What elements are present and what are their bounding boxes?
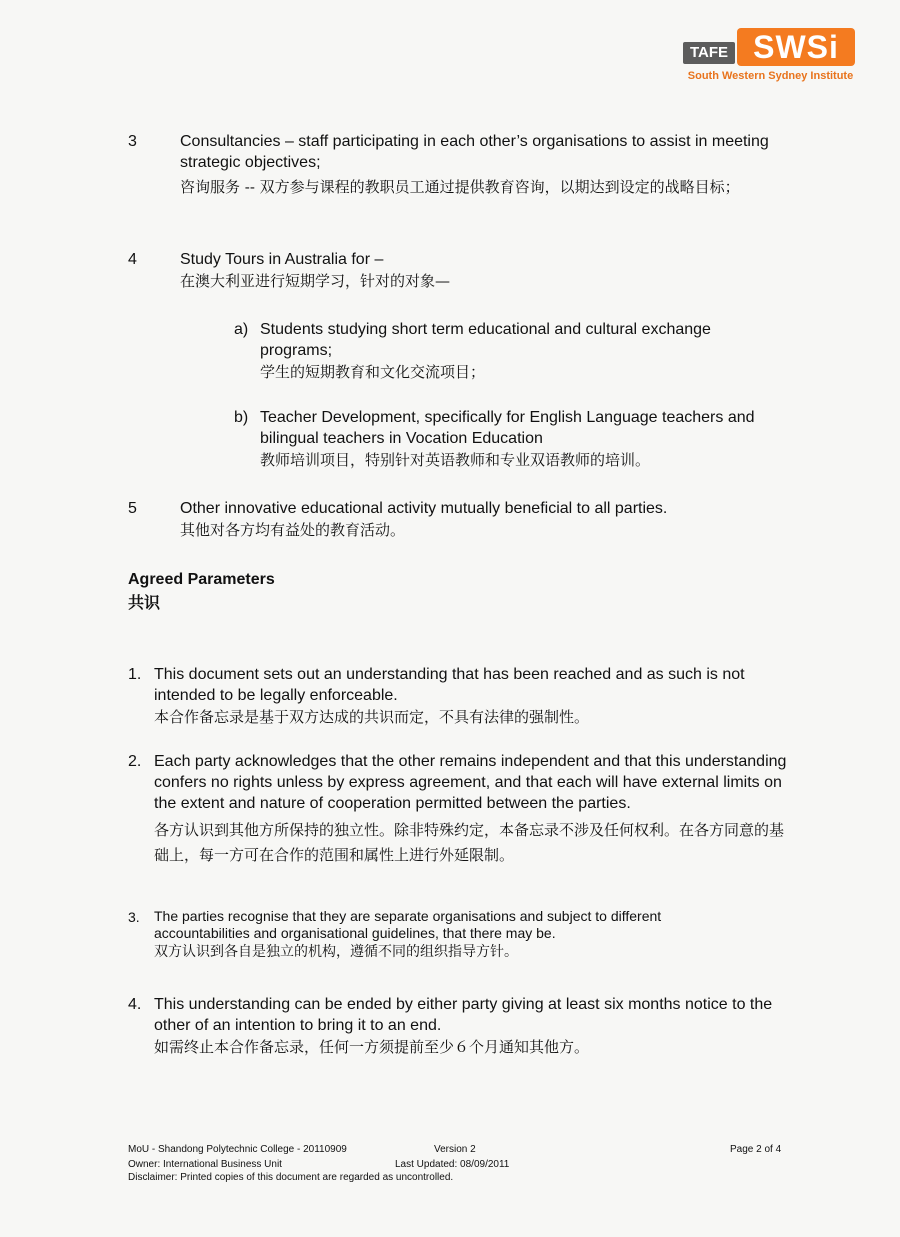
parameter-item <box>154 994 789 1058</box>
sub-item <box>260 407 785 471</box>
strategy-item <box>180 131 785 198</box>
parameter-text-en: This document sets out an understanding that has been reached and as such is not intended to be legally enforceable. <box>154 666 745 704</box>
strategy-item <box>180 249 785 292</box>
sub-item-text-en: Students studying short term educational and cultural exchange programs; <box>260 321 711 359</box>
footer-last-updated: Last Updated: 08/09/2011 <box>395 1159 510 1170</box>
strategy-text-zh: 其他对各方均有益处的教育活动。 <box>180 521 406 539</box>
footer-version: Version 2 <box>434 1144 476 1155</box>
strategy-text-en: Consultancies – staff participating in each other’s organisations to assist in meeting strategic objectives; <box>180 133 769 171</box>
section-heading: Agreed Parameters <box>128 571 275 588</box>
strategy-text-en: Other innovative educational activity mutually beneficial to all parties. <box>180 500 668 517</box>
strategy-item <box>180 498 785 541</box>
sub-item-text-zh: 教师培训项目，特别针对英语教师和专业双语教师的培训。 <box>260 451 651 469</box>
strategy-text-zh: 咨询服务 -- 双方参与课程的教职员工通过提供教育咨询，以期达到设定的战略目标； <box>180 178 740 196</box>
section-heading-zh: 共识 <box>128 593 161 612</box>
sub-item-label: a) <box>234 321 249 338</box>
sub-item-label: b) <box>234 409 249 426</box>
parameter-item <box>154 908 754 962</box>
parameter-text-en: This understanding can be ended by either party giving at least six months notice to the other of an intention to bring it to an end. <box>154 996 773 1034</box>
footer-disclaimer: Disclaimer: Printed copies of this document are regarded as uncontrolled. <box>128 1172 454 1183</box>
sub-item <box>260 319 785 383</box>
institute-name: South Western Sydney Institute <box>687 70 854 82</box>
parameter-number: 3. <box>128 909 140 925</box>
parameter-text-zh: 各方认识到其他方所保持的独立性。除非特殊约定，本备忘录不涉及任何权利。在各方同意的基础上，每一方可在合作的范围和属性上进行外延限制。 <box>154 821 785 864</box>
parameter-number: 4. <box>128 996 142 1013</box>
sub-item-text-zh: 学生的短期教育和文化交流项目； <box>260 363 486 381</box>
strategy-text-en: Study Tours in Australia for – <box>180 251 384 268</box>
parameter-text-zh: 本合作备忘录是基于双方达成的共识而定，不具有法律的强制性。 <box>154 708 590 726</box>
parameter-text-en: Each party acknowledges that the other remains independent and that this understanding confers no rights unless by express agreement, and that each will have external limits on the extent and nature of cooperation permitted between the parties. <box>154 753 787 812</box>
tafe-logo-mark: TAFE <box>683 42 735 64</box>
parameter-number: 1. <box>128 666 142 683</box>
parameter-text-zh: 双方认识到各自是独立的机构，遵循不同的组织指导方针。 <box>154 944 518 960</box>
footer-page-number: Page 2 of 4 <box>730 1144 782 1155</box>
footer-owner: Owner: International Business Unit <box>128 1159 282 1170</box>
strategy-text-zh: 在澳大利亚进行短期学习，针对的对象— <box>180 272 451 290</box>
strategy-number: 5 <box>128 500 137 517</box>
parameter-text-zh: 如需终止本合作备忘录，任何一方须提前至少６个月通知其他方。 <box>154 1038 590 1056</box>
sub-item-text-en: Teacher Development, specifically for English Language teachers and bilingual teachers in Vocation Education <box>260 409 755 447</box>
parameter-item <box>154 664 789 728</box>
strategy-number: 4 <box>128 251 137 268</box>
strategy-number: 3 <box>128 133 137 150</box>
parameter-text-en: The parties recognise that they are separate organisations and subject to different accountabilities and organisational guidelines, that there may be. <box>154 908 662 941</box>
parameter-item <box>154 751 789 868</box>
swsi-logo <box>683 28 858 88</box>
swsi-logo-mark: SWSi <box>737 28 855 66</box>
parameter-number: 2. <box>128 753 142 770</box>
footer-doc-ref: MoU - Shandong Polytechnic College - 20110909 <box>128 1144 347 1155</box>
